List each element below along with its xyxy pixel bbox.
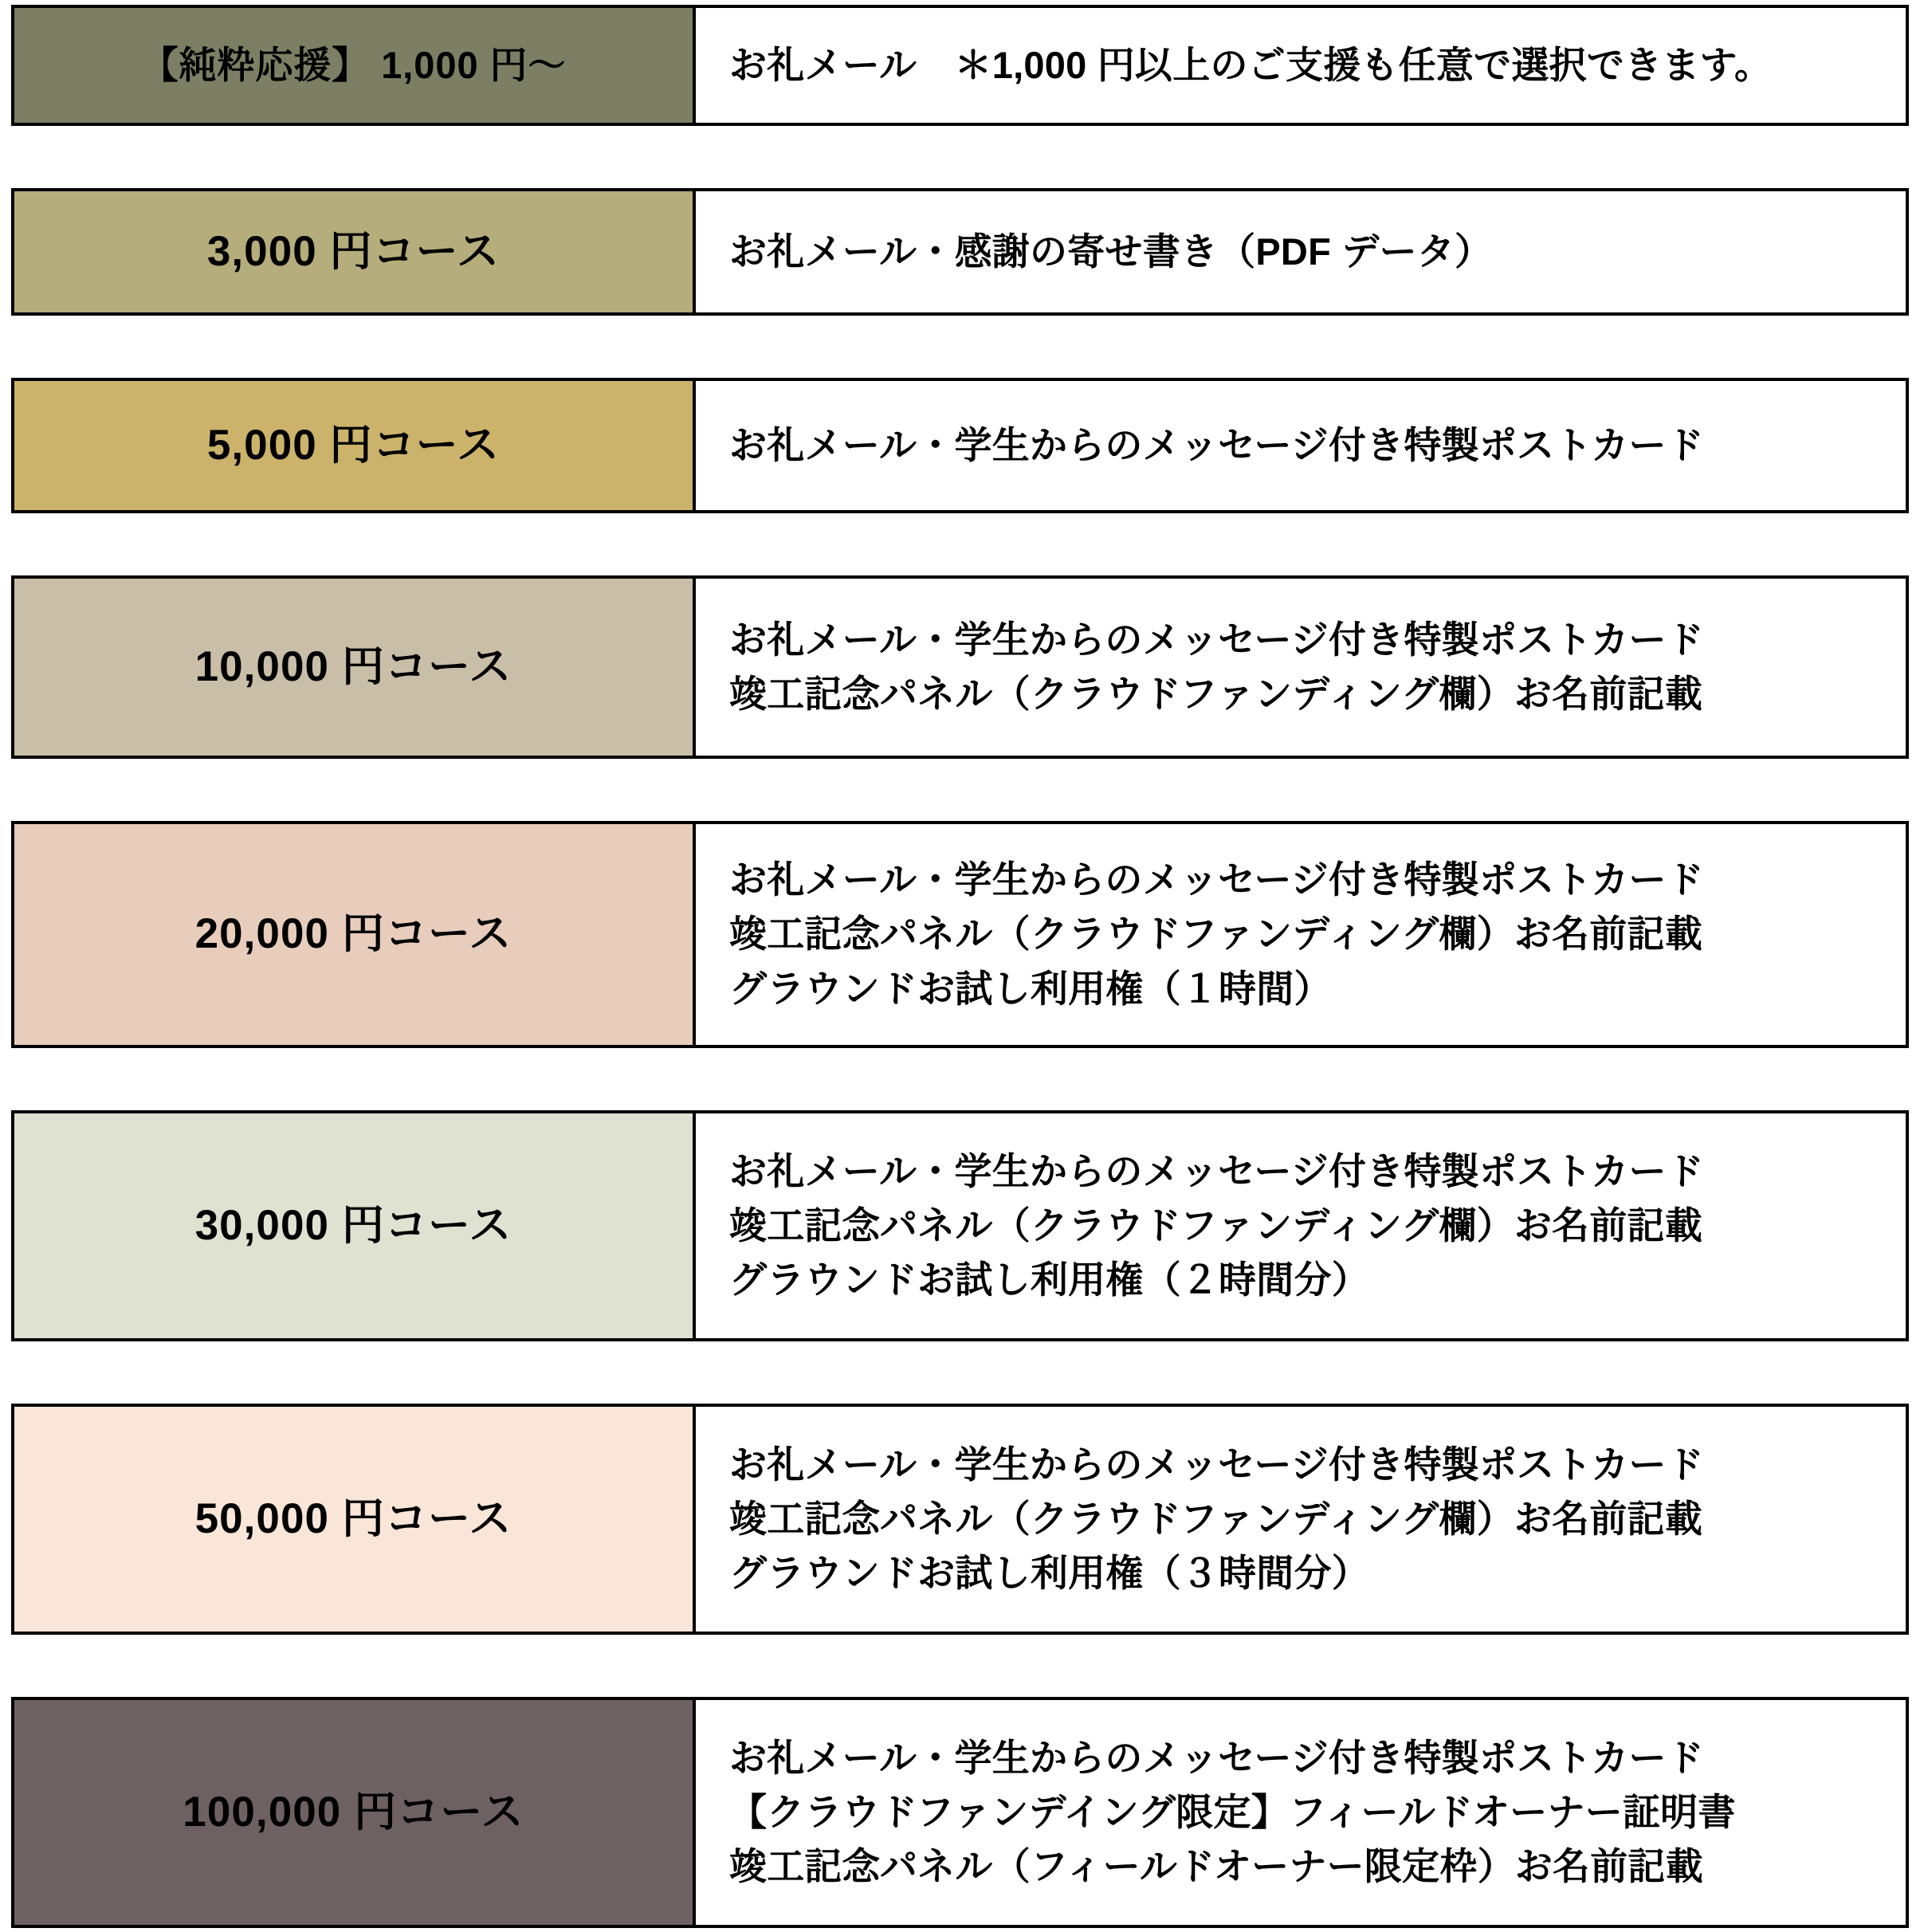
tier-label: 3,000 円コース [206, 227, 501, 275]
table-row [11, 378, 1909, 513]
tier-label: 20,000 円コース [194, 910, 512, 958]
reward-cell [696, 8, 1906, 123]
tier-cell [14, 191, 696, 312]
reward-cell [696, 1700, 1906, 1925]
reward-line: 【クラウドファンデイング限定】フィールドオーナー証明書 [729, 1790, 1736, 1833]
reward-line: お礼メール・学生からのメッセージ付き特製ポストカード [729, 423, 1704, 466]
reward-line: グラウンドお試し利用権（３時間分） [729, 1552, 1369, 1595]
reward-line: お礼メール・学生からのメッセージ付き特製ポストカード [729, 1443, 1704, 1486]
tier-cell [14, 824, 696, 1045]
tier-label: 50,000 円コース [194, 1494, 512, 1542]
table-row [11, 821, 1909, 1048]
table-row [11, 188, 1909, 316]
reward-line: お礼メール ＊1,000 円以上のご支援も任意で選択できます。 [729, 43, 1773, 86]
tier-cell [14, 381, 696, 510]
table-row [11, 1697, 1909, 1928]
reward-line: お礼メール・学生からのメッセージ付き特製ポストカード [729, 858, 1704, 901]
reward-line: 竣工記念パネル（フィールドオーナー限定枠）お名前記載 [729, 1845, 1703, 1888]
tier-label: 【純粋応援】 1,000 円〜 [140, 43, 567, 86]
tier-cell [14, 579, 696, 756]
reward-line: お礼メール・学生からのメッセージ付き特製ポストカード [729, 1149, 1704, 1192]
tier-cell [14, 8, 696, 123]
reward-cell [696, 1407, 1906, 1632]
reward-line: お礼メール・学生からのメッセージ付き特製ポストカード [729, 1736, 1704, 1779]
reward-cell [696, 579, 1906, 756]
tier-cell [14, 1700, 696, 1925]
reward-line: グラウンドお試し利用権（２時間分） [729, 1259, 1369, 1302]
tier-cell [14, 1407, 696, 1632]
tier-label: 10,000 円コース [194, 642, 512, 690]
reward-cell [696, 1113, 1906, 1338]
table-row [11, 5, 1909, 126]
reward-line: 竣工記念パネル（クラウドファンディング欄）お名前記載 [729, 673, 1703, 715]
tier-cell [14, 1113, 696, 1338]
reward-line: グラウンドお試し利用権（１時間） [729, 967, 1332, 1010]
tier-label: 30,000 円コース [194, 1201, 512, 1249]
table-row [11, 1404, 1909, 1635]
reward-cell [696, 381, 1906, 510]
reward-cell [696, 191, 1906, 312]
reward-line: 竣工記念パネル（クラウドファンディング欄）お名前記載 [729, 1497, 1703, 1540]
reward-line: 竣工記念パネル（クラウドファンディング欄）お名前記載 [729, 913, 1703, 956]
tier-label: 100,000 円コース [183, 1788, 524, 1836]
table-row [11, 1110, 1909, 1341]
reward-line: 竣工記念パネル（クラウドファンディング欄）お名前記載 [729, 1204, 1703, 1247]
table-row [11, 575, 1909, 759]
reward-line: お礼メール・感謝の寄せ書き（PDF データ） [729, 230, 1493, 273]
tier-label: 5,000 円コース [206, 421, 501, 469]
reward-line: お礼メール・学生からのメッセージ付き特製ポストカード [729, 618, 1704, 661]
reward-cell [696, 824, 1906, 1045]
